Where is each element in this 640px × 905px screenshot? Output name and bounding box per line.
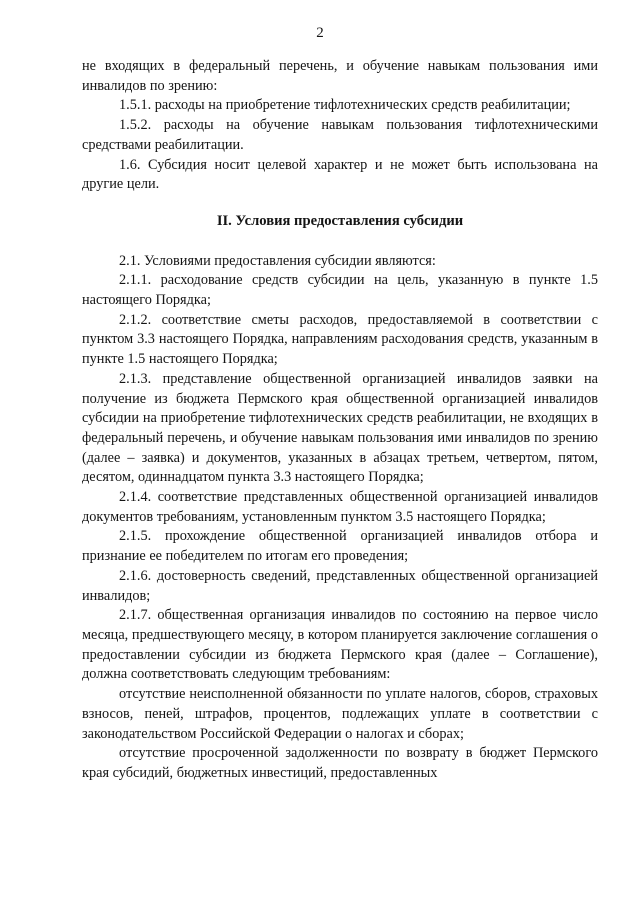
- page-number: 2: [316, 25, 324, 41]
- paragraph: 2.1.1. расходование средств субсидии на цель, указанную в пункте 1.5 настоящего Порядка;: [82, 272, 598, 309]
- document-body: [82, 57, 598, 784]
- paragraph: 1.6. Субсидия носит целевой характер и не может быть использована на другие цели.: [82, 156, 598, 193]
- paragraph: 2.1.2. соответствие сметы расходов, предоставляемой в соответствии с пунктом 3.3 настоящего Порядка, направлениям расходования средств, указанным в пункте 1.5 настоящего Порядка;: [82, 311, 598, 368]
- paragraph: 2.1.6. достоверность сведений, представленных общественной организацией инвалидов;: [82, 567, 598, 604]
- paragraph: отсутствие неисполненной обязанности по уплате налогов, сборов, страховых взносов, пеней, штрафов, процентов, подлежащих уплате в соответствии с законодательством Российской Федерации о налогах и сборах;: [82, 686, 598, 742]
- paragraph: не входящих в федеральный перечень, и обучение навыкам пользования ими инвалидов по зрению:: [82, 58, 598, 94]
- paragraph: 1.5.2. расходы на обучение навыкам пользования тифлотехническими средствами реабилитации.: [82, 117, 598, 153]
- section-heading: II. Условия предоставления субсидии: [216, 212, 464, 229]
- paragraph: 1.5.1. расходы на приобретение тифлотехнических средств реабилитации;: [119, 97, 571, 114]
- paragraph: 2.1. Условиями предоставления субсидии являются:: [119, 252, 436, 269]
- paragraph: отсутствие просроченной задолженности по возврату в бюджет Пермского края субсидий, бюджетных инвестиций, предоставленных: [82, 745, 598, 781]
- paragraph: 2.1.7. общественная организация инвалидов по состоянию на первое число месяца, предшествующего месяцу, в котором планируется заключение соглашения о предоставлении субсидии из бюджета Пермского края (далее – Соглашение), должна соответствовать следующим требованиям:: [82, 607, 598, 683]
- paragraph: 2.1.5. прохождение общественной организацией инвалидов отбора и признание ее победителем по итогам его проведения;: [82, 528, 598, 565]
- paragraph: 2.1.3. представление общественной организацией инвалидов заявки на получение из бюджета Пермского края общественной организацией инвалидов субсидии на приобретение тифлотехнических средств реабилитации, не входящих в федеральный перечень, и обучение навыкам пользования ими инвалидов по зрению (далее – заявка) и документов, указанных в абзацах третьем, четвертом, пятом, десятом, одиннадцатом пункта 3.3 настоящего Порядка;: [82, 370, 598, 486]
- paragraph: 2.1.4. соответствие представленных общественной организацией инвалидов документов требованиям, установленным пунктом 3.5 настоящего Порядка;: [82, 489, 598, 525]
